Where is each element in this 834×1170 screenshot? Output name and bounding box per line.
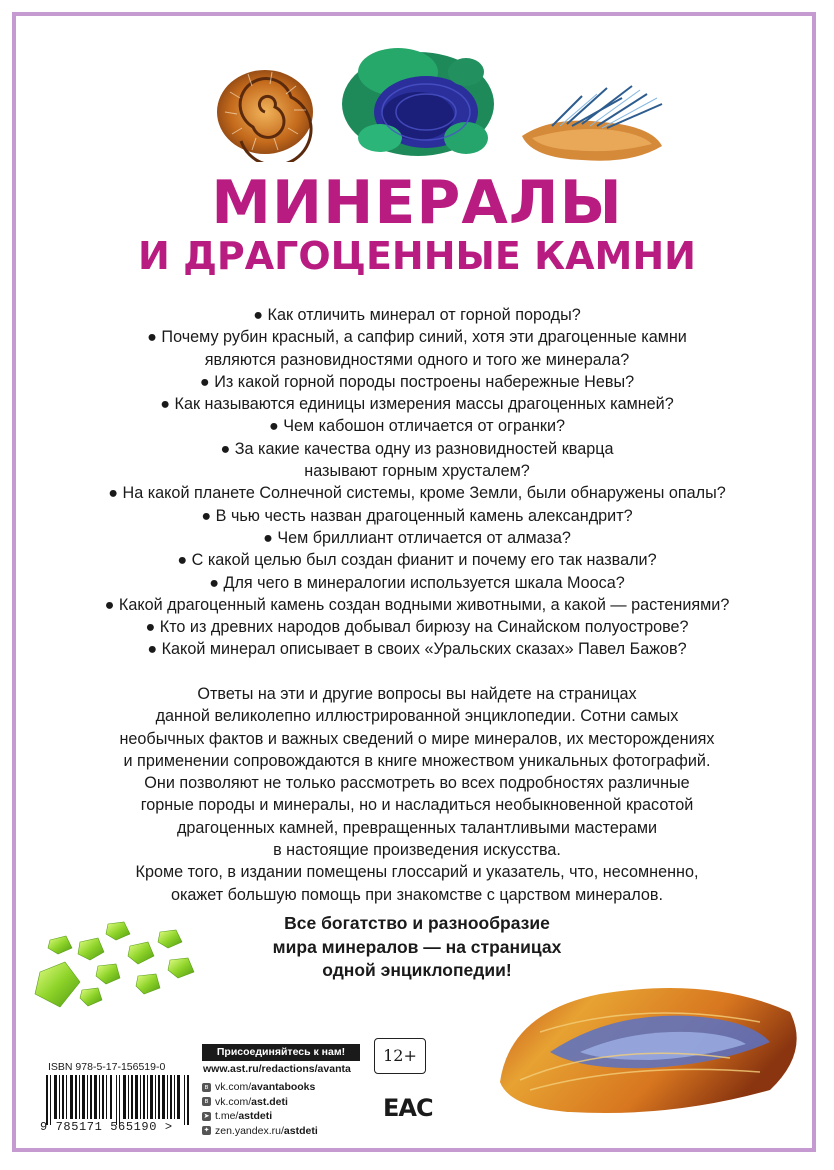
description-line: Они позволяют не только рассмотреть во всех подробностях различные (144, 774, 690, 793)
description-line: необычных фактов и важных сведений о мире минералов, их месторождениях (119, 729, 715, 748)
eac-mark: EAC (383, 1094, 433, 1122)
list-item: ● Как называются единицы измерения массы драгоценных камней? (160, 395, 674, 414)
barcode-image (46, 1075, 192, 1125)
ammonite-image (210, 62, 320, 162)
list-item: ● Для чего в минералогии используется шкала Мооса? (209, 573, 625, 592)
list-item: ● На какой планете Солнечной системы, кроме Земли, были обнаружены опалы? (108, 484, 726, 503)
description-line: Ответы на эти и другие вопросы вы найдете на страницах (197, 685, 637, 703)
description-line: в настоящие произведения искусства. (273, 841, 561, 860)
description-line: данной великолепно иллюстрированной энциклопедии. Сотни самых (155, 707, 679, 726)
barcode-digits: 9 785171 565190 > (40, 1120, 173, 1134)
tagline-line: мира минералов — на страницах (272, 936, 562, 957)
list-item: ● С какой целью был создан фианит и почему его так назвали? (177, 551, 657, 570)
title-line-2: И ДРАГОЦЕННЫЕ КАМНИ (138, 234, 696, 278)
social-link-prefix: vk.com/ (215, 1081, 252, 1093)
vk-icon: в (202, 1097, 211, 1106)
telegram-icon: ➤ (203, 1112, 210, 1120)
list-item: ● В чью честь назван драгоценный камень александрит? (201, 506, 633, 525)
social-link-handle: astdeti (238, 1110, 273, 1122)
join-us-banner: Присоединяйтесь к нам! (202, 1044, 360, 1061)
social-links (202, 1080, 318, 1138)
zen-icon: ✦ (203, 1127, 210, 1135)
list-item: ● Почему рубин красный, а сапфир синий, хотя эти драгоценные камни (147, 328, 687, 347)
social-link-vk-avantabooks[interactable] (202, 1080, 318, 1095)
description-line: окажет большую помощь при знакомстве с царством минералов. (170, 885, 664, 904)
crystal-cluster-image (512, 76, 672, 166)
list-item: ● Чем кабошон отличается от огранки? (268, 417, 566, 436)
description-line: и применении сопровождаются в книге множеством уникальных фотографий. (123, 751, 711, 770)
list-item: ● Из какой горной породы построены набережные Невы? (199, 372, 635, 391)
social-link-prefix: zen.yandex.ru/ (215, 1124, 284, 1137)
list-item: называют горным хрусталем? (304, 462, 530, 481)
social-link-prefix: t.me/ (215, 1110, 239, 1122)
social-link-zen[interactable] (202, 1124, 318, 1139)
peridot-gems-image (20, 912, 200, 1022)
description-line: Кроме того, в издании помещены глоссарий и указатель, что, несомненно, (135, 863, 699, 882)
description-line: драгоценных камней, превращенных талантливыми мастерами (176, 818, 658, 837)
vk-icon: в (202, 1083, 211, 1092)
description-paragraph (40, 683, 794, 906)
age-rating-badge: 12+ (374, 1038, 426, 1074)
title-line-1: МИНЕРАЛЫ (211, 168, 623, 238)
list-item: ● Какой драгоценный камень создан водными животными, а какой — растениями? (104, 595, 730, 614)
list-item: ● За какие качества одну из разновидностей кварца (220, 439, 614, 458)
website-link[interactable]: www.ast.ru/redactions/avanta (203, 1063, 351, 1075)
isbn-number: ISBN 978-5-17-156519-0 (48, 1061, 166, 1073)
agate-stone-image (490, 972, 810, 1122)
social-link-telegram[interactable] (202, 1109, 318, 1124)
social-link-handle: astdeti (283, 1124, 318, 1137)
list-item: ● Чем бриллиант отличается от алмаза? (263, 528, 571, 547)
social-link-vk-astdeti[interactable] (202, 1095, 318, 1110)
list-item: ● Кто из древних народов добывал бирюзу на Синайском полуострове? (145, 618, 689, 637)
social-link-handle: ast.deti (251, 1095, 288, 1108)
social-link-prefix: vk.com/ (215, 1095, 252, 1108)
description-line: горные породы и минералы, но и насладиться необыкновенной красотой (140, 796, 694, 815)
tagline-line: одной энциклопедии! (322, 960, 512, 980)
list-item: являются разновидностями одного и того же минерала? (204, 350, 630, 369)
social-link-handle: avantabooks (251, 1081, 316, 1093)
questions-list (40, 304, 794, 661)
list-item: ● Какой минерал описывает в своих «Уральских сказах» Павел Бажов? (147, 640, 687, 659)
malachite-azurite-image (338, 42, 498, 162)
tagline-line: Все богатство и разнообразие (284, 913, 550, 933)
list-item: ● Как отличить минерал от горной породы? (253, 306, 581, 324)
